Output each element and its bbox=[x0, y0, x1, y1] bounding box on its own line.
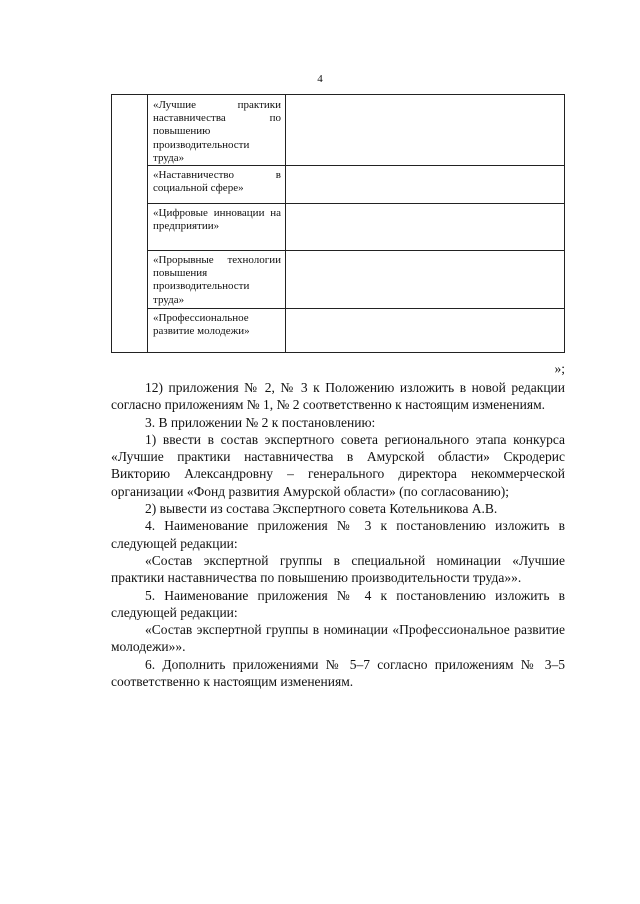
table-cell-nomination-4: «Прорывные технологии повышения производительности труда» bbox=[153, 254, 281, 306]
paragraph-section-6: 6. Дополнить приложениями № 5–7 согласно приложениям № 3–5 соответственно к настоящим изменениям. bbox=[111, 656, 565, 690]
nominations-table bbox=[111, 94, 565, 353]
paragraph-section-5: 5. Наименование приложения № 4 к постановлению изложить в следующей редакции: bbox=[111, 587, 565, 620]
page-number: 4 bbox=[317, 73, 323, 85]
paragraph-section-3-item-1: 1) ввести в состав экспертного совета регионального этапа конкурса «Лучшие практики наставничества в Амурской области» Скродерис Викторию Александровну – генерального директора некоммерческой организации «Фонд развития Амурской области» (по согласованию); bbox=[111, 431, 565, 499]
table-cell-nomination-5: «Профессиональное развитие молодежи» bbox=[153, 312, 250, 338]
paragraph-section-3: 3. В приложении № 2 к постановлению: bbox=[145, 414, 376, 430]
table-cell-nomination-3: «Цифровые инновации на предприятии» bbox=[153, 207, 281, 233]
paragraph-section-5-quote: «Состав экспертной группы в номинации «Профессиональное развитие молодежи»». bbox=[111, 622, 565, 655]
closing-quote-mark: »; bbox=[554, 361, 565, 376]
table-column-divider-2 bbox=[285, 95, 286, 352]
document-body bbox=[111, 379, 565, 690]
table-row-divider bbox=[148, 308, 564, 309]
table-cell-nomination-1: «Лучшие практики наставничества по повышению производительности труда» bbox=[153, 99, 281, 164]
table-row-divider bbox=[148, 250, 564, 251]
paragraph-section-3-item-2: 2) вывести из состава Экспертного совета Котельникова А.В. bbox=[145, 501, 498, 517]
paragraph-section-4-quote: «Состав экспертной группы в специальной номинации «Лучшие практики наставничества по повышению производительности труда»». bbox=[111, 552, 565, 586]
table-row-divider bbox=[148, 203, 564, 204]
table-row-divider bbox=[148, 165, 564, 166]
paragraph-item-12: 12) приложения № 2, № 3 к Положению изложить в новой редакции согласно приложениям № 1, № 2 соответственно к настоящим изменениям. bbox=[111, 380, 565, 413]
paragraph-section-4: 4. Наименование приложения № 3 к постановлению изложить в следующей редакции: bbox=[111, 518, 565, 551]
table-cell-nomination-2: «Наставничество в социальной сфере» bbox=[153, 169, 281, 195]
table-column-divider-1 bbox=[147, 95, 148, 352]
